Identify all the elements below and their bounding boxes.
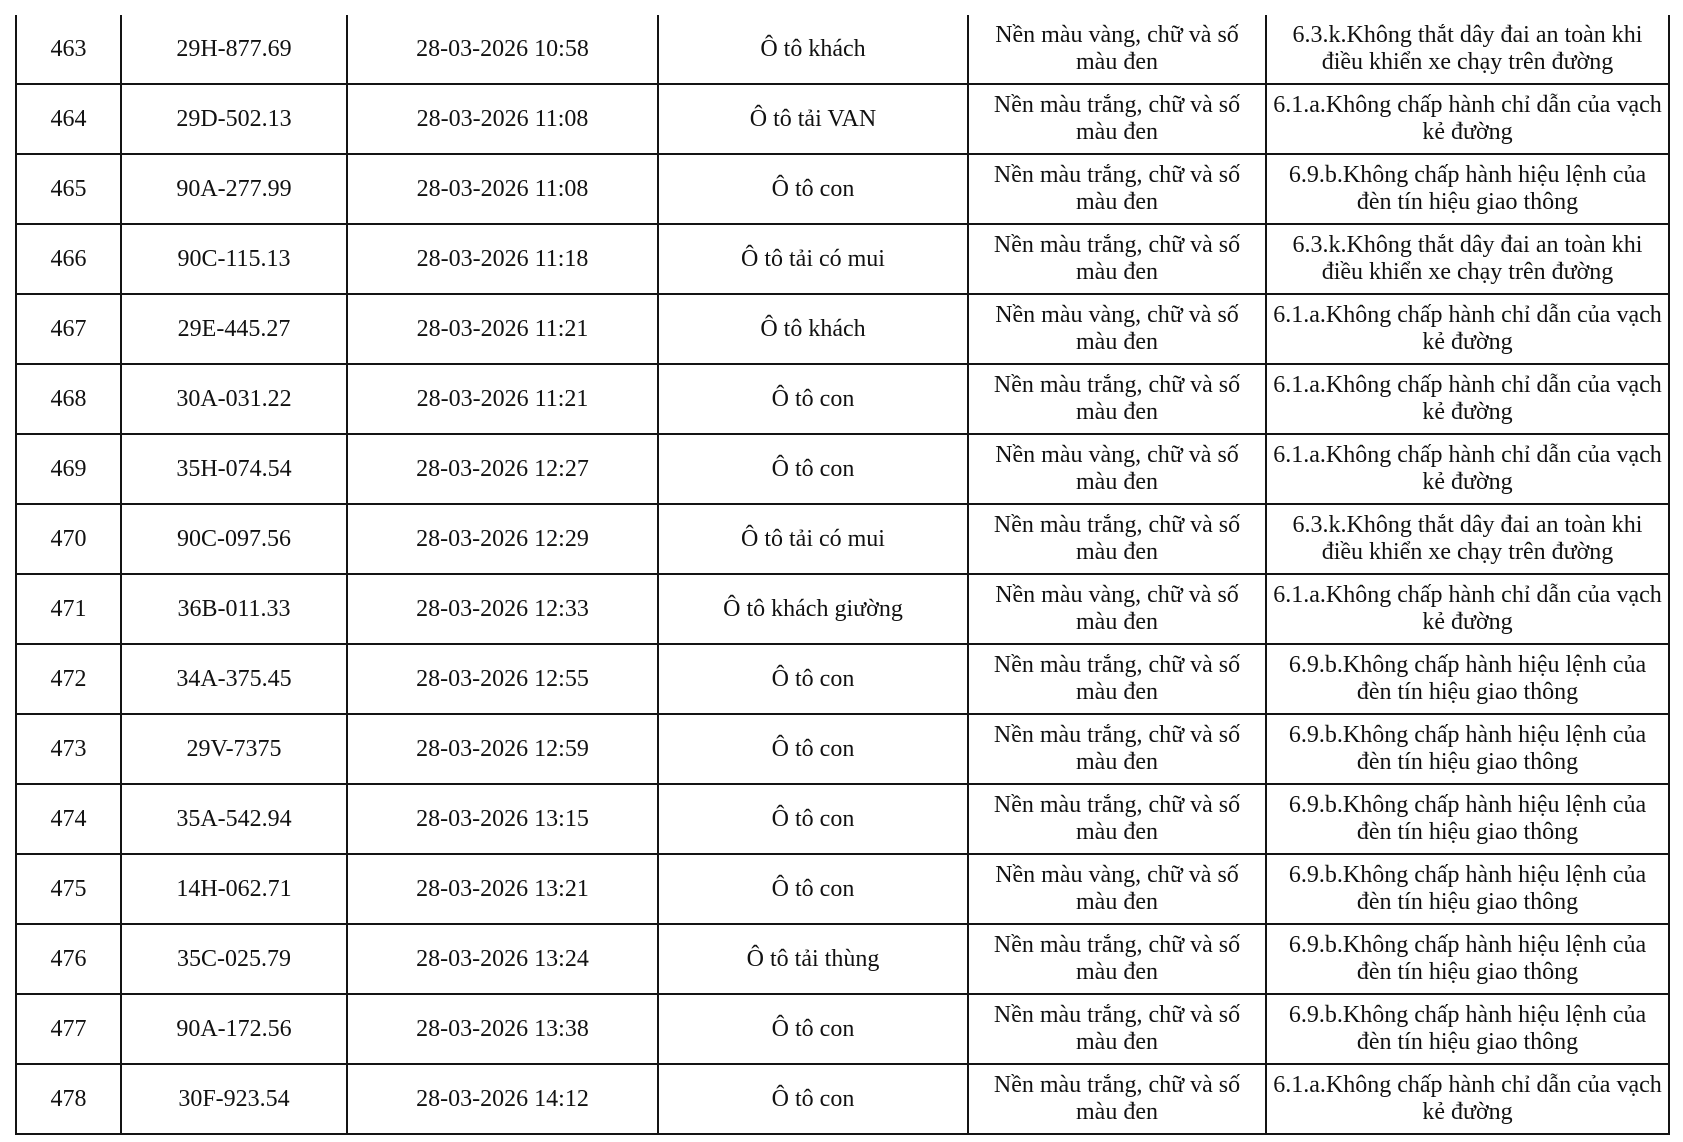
plate-color-cell (969, 365, 1267, 435)
license-plate: 29D-502.13 (122, 85, 348, 155)
row-number: 476 (15, 925, 122, 995)
license-plate: 29E-445.27 (122, 295, 348, 365)
plate-color-line-2: màu đen (1076, 49, 1158, 75)
violation-cell (1267, 1065, 1670, 1135)
violation-line-1: 6.1.a.Không chấp hành chỉ dẫn của vạch (1273, 582, 1662, 608)
plate-color-line-1: Nền màu trắng, chữ và số (993, 722, 1241, 748)
plate-color-line-2: màu đen (1076, 119, 1158, 145)
violation-cell (1267, 995, 1670, 1065)
vehicle-type: Ô tô tải VAN (659, 85, 969, 155)
license-plate: 36B-011.33 (122, 575, 348, 645)
violation-line-2: đèn tín hiệu giao thông (1356, 189, 1579, 215)
violation-time: 28-03-2026 11:21 (348, 295, 659, 365)
violation-line-1: 6.3.k.Không thắt dây đai an toàn khi (1292, 512, 1643, 538)
plate-color-line-2: màu đen (1076, 259, 1158, 285)
plate-color-line-1: Nền màu trắng, chữ và số (993, 92, 1241, 118)
plate-color-cell (969, 225, 1267, 295)
vehicle-type: Ô tô con (659, 715, 969, 785)
table-row (15, 435, 1670, 505)
license-plate: 14H-062.71 (122, 855, 348, 925)
table-row (15, 295, 1670, 365)
plate-color-cell (969, 575, 1267, 645)
plate-color-line-2: màu đen (1076, 1099, 1158, 1125)
violation-cell (1267, 365, 1670, 435)
table-row (15, 715, 1670, 785)
plate-color-line-2: màu đen (1076, 749, 1158, 775)
plate-color-line-2: màu đen (1076, 469, 1158, 495)
violation-line-2: đèn tín hiệu giao thông (1356, 819, 1579, 845)
violation-line-1: 6.1.a.Không chấp hành chỉ dẫn của vạch (1273, 442, 1662, 468)
violation-cell (1267, 925, 1670, 995)
plate-color-line-1: Nền màu trắng, chữ và số (993, 792, 1241, 818)
violation-line-2: kẻ đường (1422, 1099, 1513, 1125)
vehicle-type: Ô tô con (659, 995, 969, 1065)
table-row (15, 995, 1670, 1065)
row-number: 468 (15, 365, 122, 435)
table-row (15, 85, 1670, 155)
plate-color-line-2: màu đen (1076, 1029, 1158, 1055)
license-plate: 29H-877.69 (122, 15, 348, 85)
violation-cell (1267, 85, 1670, 155)
violation-cell (1267, 715, 1670, 785)
violation-line-1: 6.9.b.Không chấp hành hiệu lệnh của (1288, 862, 1647, 888)
violation-line-2: đèn tín hiệu giao thông (1356, 889, 1579, 915)
violation-line-2: điều khiển xe chạy trên đường (1321, 259, 1614, 285)
plate-color-cell (969, 925, 1267, 995)
plate-color-cell (969, 155, 1267, 225)
violation-cell (1267, 15, 1670, 85)
row-number: 465 (15, 155, 122, 225)
plate-color-line-1: Nền màu trắng, chữ và số (993, 1072, 1241, 1098)
violation-line-2: đèn tín hiệu giao thông (1356, 749, 1579, 775)
vehicle-type: Ô tô khách (659, 295, 969, 365)
plate-color-cell (969, 645, 1267, 715)
table-row (15, 15, 1670, 85)
plate-color-line-1: Nền màu trắng, chữ và số (993, 162, 1241, 188)
vehicle-type: Ô tô tải có mui (659, 225, 969, 295)
plate-color-cell (969, 85, 1267, 155)
plate-color-line-1: Nền màu trắng, chữ và số (993, 652, 1241, 678)
violation-line-1: 6.9.b.Không chấp hành hiệu lệnh của (1288, 1002, 1647, 1028)
row-number: 475 (15, 855, 122, 925)
violation-line-2: điều khiển xe chạy trên đường (1321, 49, 1614, 75)
violation-cell (1267, 225, 1670, 295)
row-number: 478 (15, 1065, 122, 1135)
violation-line-1: 6.9.b.Không chấp hành hiệu lệnh của (1288, 652, 1647, 678)
violation-time: 28-03-2026 14:12 (348, 1065, 659, 1135)
plate-color-cell (969, 715, 1267, 785)
plate-color-line-1: Nền màu trắng, chữ và số (993, 1002, 1241, 1028)
license-plate: 30F-923.54 (122, 1065, 348, 1135)
violation-cell (1267, 645, 1670, 715)
table-row (15, 365, 1670, 435)
license-plate: 29V-7375 (122, 715, 348, 785)
violation-time: 28-03-2026 13:24 (348, 925, 659, 995)
row-number: 467 (15, 295, 122, 365)
row-number: 471 (15, 575, 122, 645)
row-number: 473 (15, 715, 122, 785)
violation-cell (1267, 505, 1670, 575)
license-plate: 35H-074.54 (122, 435, 348, 505)
plate-color-line-1: Nền màu vàng, chữ và số (995, 442, 1239, 468)
violation-cell (1267, 855, 1670, 925)
violation-line-1: 6.9.b.Không chấp hành hiệu lệnh của (1288, 162, 1647, 188)
table-row (15, 645, 1670, 715)
violation-line-1: 6.9.b.Không chấp hành hiệu lệnh của (1288, 722, 1647, 748)
license-plate: 90A-172.56 (122, 995, 348, 1065)
vehicle-type: Ô tô tải thùng (659, 925, 969, 995)
plate-color-line-2: màu đen (1076, 189, 1158, 215)
plate-color-line-1: Nền màu vàng, chữ và số (995, 302, 1239, 328)
vehicle-type: Ô tô con (659, 155, 969, 225)
plate-color-cell (969, 435, 1267, 505)
violation-line-1: 6.1.a.Không chấp hành chỉ dẫn của vạch (1273, 372, 1662, 398)
violation-line-2: đèn tín hiệu giao thông (1356, 679, 1579, 705)
violation-time: 28-03-2026 12:59 (348, 715, 659, 785)
row-number: 464 (15, 85, 122, 155)
violation-line-2: kẻ đường (1422, 329, 1513, 355)
plate-color-line-1: Nền màu trắng, chữ và số (993, 232, 1241, 258)
vehicle-type: Ô tô con (659, 645, 969, 715)
row-number: 472 (15, 645, 122, 715)
violation-line-2: kẻ đường (1422, 119, 1513, 145)
violation-cell (1267, 155, 1670, 225)
plate-color-cell (969, 505, 1267, 575)
table-row (15, 1065, 1670, 1135)
vehicle-type: Ô tô con (659, 365, 969, 435)
plate-color-cell (969, 1065, 1267, 1135)
vehicle-type: Ô tô khách giường (659, 575, 969, 645)
violation-time: 28-03-2026 13:38 (348, 995, 659, 1065)
row-number: 469 (15, 435, 122, 505)
plate-color-line-2: màu đen (1076, 889, 1158, 915)
plate-color-line-2: màu đen (1076, 819, 1158, 845)
violation-line-1: 6.1.a.Không chấp hành chỉ dẫn của vạch (1273, 92, 1662, 118)
violation-time: 28-03-2026 11:08 (348, 85, 659, 155)
violation-cell (1267, 295, 1670, 365)
plate-color-cell (969, 785, 1267, 855)
violation-cell (1267, 575, 1670, 645)
plate-color-cell (969, 995, 1267, 1065)
vehicle-type: Ô tô con (659, 1065, 969, 1135)
violation-line-2: kẻ đường (1422, 399, 1513, 425)
plate-color-line-2: màu đen (1076, 539, 1158, 565)
violation-time: 28-03-2026 11:08 (348, 155, 659, 225)
plate-color-line-1: Nền màu vàng, chữ và số (995, 582, 1239, 608)
plate-color-line-2: màu đen (1076, 959, 1158, 985)
violation-line-1: 6.3.k.Không thắt dây đai an toàn khi (1292, 232, 1643, 258)
plate-color-cell (969, 295, 1267, 365)
vehicle-type: Ô tô con (659, 855, 969, 925)
license-plate: 34A-375.45 (122, 645, 348, 715)
violation-time: 28-03-2026 11:21 (348, 365, 659, 435)
plate-color-line-1: Nền màu trắng, chữ và số (993, 372, 1241, 398)
violation-cell (1267, 785, 1670, 855)
violation-line-1: 6.1.a.Không chấp hành chỉ dẫn của vạch (1273, 1072, 1662, 1098)
plate-color-line-2: màu đen (1076, 679, 1158, 705)
violation-cell (1267, 435, 1670, 505)
violation-line-2: kẻ đường (1422, 469, 1513, 495)
violations-table (15, 15, 1670, 1135)
vehicle-type: Ô tô con (659, 435, 969, 505)
violation-line-2: điều khiển xe chạy trên đường (1321, 539, 1614, 565)
violation-time: 28-03-2026 12:27 (348, 435, 659, 505)
license-plate: 35A-542.94 (122, 785, 348, 855)
license-plate: 35C-025.79 (122, 925, 348, 995)
license-plate: 90C-097.56 (122, 505, 348, 575)
row-number: 463 (15, 15, 122, 85)
violation-time: 28-03-2026 13:21 (348, 855, 659, 925)
plate-color-line-1: Nền màu vàng, chữ và số (995, 22, 1239, 48)
table-row (15, 785, 1670, 855)
violation-line-2: đèn tín hiệu giao thông (1356, 1029, 1579, 1055)
violation-line-2: kẻ đường (1422, 609, 1513, 635)
plate-color-line-1: Nền màu trắng, chữ và số (993, 932, 1241, 958)
violation-time: 28-03-2026 11:18 (348, 225, 659, 295)
table-row (15, 925, 1670, 995)
row-number: 466 (15, 225, 122, 295)
plate-color-line-1: Nền màu vàng, chữ và số (995, 862, 1239, 888)
violation-line-2: đèn tín hiệu giao thông (1356, 959, 1579, 985)
vehicle-type: Ô tô tải có mui (659, 505, 969, 575)
table-row (15, 855, 1670, 925)
violation-line-1: 6.9.b.Không chấp hành hiệu lệnh của (1288, 932, 1647, 958)
table-row (15, 225, 1670, 295)
plate-color-cell (969, 855, 1267, 925)
vehicle-type: Ô tô con (659, 785, 969, 855)
vehicle-type: Ô tô khách (659, 15, 969, 85)
table-row (15, 575, 1670, 645)
violation-time: 28-03-2026 13:15 (348, 785, 659, 855)
plate-color-cell (969, 15, 1267, 85)
license-plate: 90A-277.99 (122, 155, 348, 225)
table-row (15, 155, 1670, 225)
plate-color-line-1: Nền màu trắng, chữ và số (993, 512, 1241, 538)
violation-line-1: 6.3.k.Không thắt dây đai an toàn khi (1292, 22, 1643, 48)
row-number: 470 (15, 505, 122, 575)
plate-color-line-2: màu đen (1076, 329, 1158, 355)
violation-line-1: 6.9.b.Không chấp hành hiệu lệnh của (1288, 792, 1647, 818)
table-row (15, 505, 1670, 575)
violation-time: 28-03-2026 10:58 (348, 15, 659, 85)
plate-color-line-2: màu đen (1076, 609, 1158, 635)
license-plate: 90C-115.13 (122, 225, 348, 295)
violation-time: 28-03-2026 12:33 (348, 575, 659, 645)
license-plate: 30A-031.22 (122, 365, 348, 435)
violation-time: 28-03-2026 12:29 (348, 505, 659, 575)
row-number: 477 (15, 995, 122, 1065)
row-number: 474 (15, 785, 122, 855)
violation-time: 28-03-2026 12:55 (348, 645, 659, 715)
plate-color-line-2: màu đen (1076, 399, 1158, 425)
violation-line-1: 6.1.a.Không chấp hành chỉ dẫn của vạch (1273, 302, 1662, 328)
